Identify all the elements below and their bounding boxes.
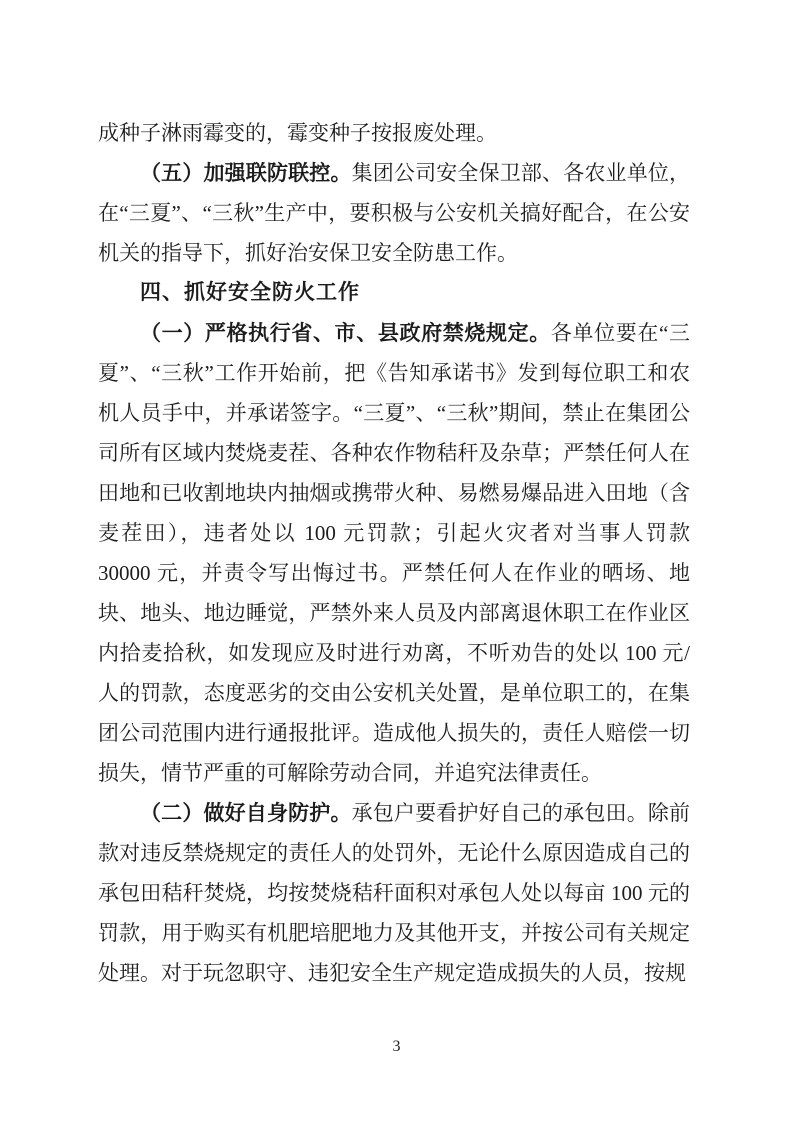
paragraph-text: 集团公司安全保卫部、各农业单位，在“三夏”、“三秋”生产中，要积极与公安机关搞好配合，在公安机关的指导下，抓好治安保卫安全防患工作。 xyxy=(98,161,691,265)
page-number: 3 xyxy=(392,1038,401,1055)
paragraph-lead: （五）加强联防联控。 xyxy=(140,161,352,185)
paragraph-continuation xyxy=(98,113,690,153)
section-heading: 四、抓好安全防火工作 xyxy=(140,281,360,304)
paragraph-lead: （二）做好自身防护。 xyxy=(140,801,352,825)
paragraph-text: 承包户要看护好自己的承包田。除前款对违反禁烧规定的责任人的处罚外，无论什么原因造成自己的承包田秸秆焚烧，均按焚烧秸秆面积对承包人处以每亩 100 元的罚款，用于购买有机肥培肥地力及其他开支，并按公司有关规定处理。对于玩忽职守、违犯安全生产规定造成损失的人员，按规 xyxy=(98,801,691,985)
document-body xyxy=(98,113,690,993)
paragraph-text: 各单位要在“三夏”、“三秋”工作开始前，把《告知承诺书》发到每位职工和农机人员手中，并承诺签字。“三夏”、“三秋”期间，禁止在集团公司所有区域内焚烧麦茬、各种农作物秸秆及杂草；严禁任何人在田地和已收割地块内抽烟或携带火种、易燃易爆品进入田地（含麦茬田），违者处以 100 元罚款；引起火灾者对当事人罚款 30000 元，并责令写出悔过书。严禁任何人在作业的晒场、地块、地头、地边睡觉，严禁外来人员及内部离退休职工在作业区内拾麦拾秋，如发现应及时进行劝离，不听劝告的处以 100 元/人的罚款，态度恶劣的交由公安机关处置，是单位职工的，在集团公司范围内进行通报批评。造成他人损失的，责任人赔偿一切损失，情节严重的可解除劳动合同，并追究法律责任。 xyxy=(98,321,691,785)
paragraph-lead: （一）严格执行省、市、县政府禁烧规定。 xyxy=(140,321,551,345)
paragraph-text: 成种子淋雨霉变的，霉变种子按报废处理。 xyxy=(98,121,497,145)
paragraph xyxy=(98,793,690,993)
paragraph xyxy=(98,313,690,793)
paragraph xyxy=(98,153,690,273)
